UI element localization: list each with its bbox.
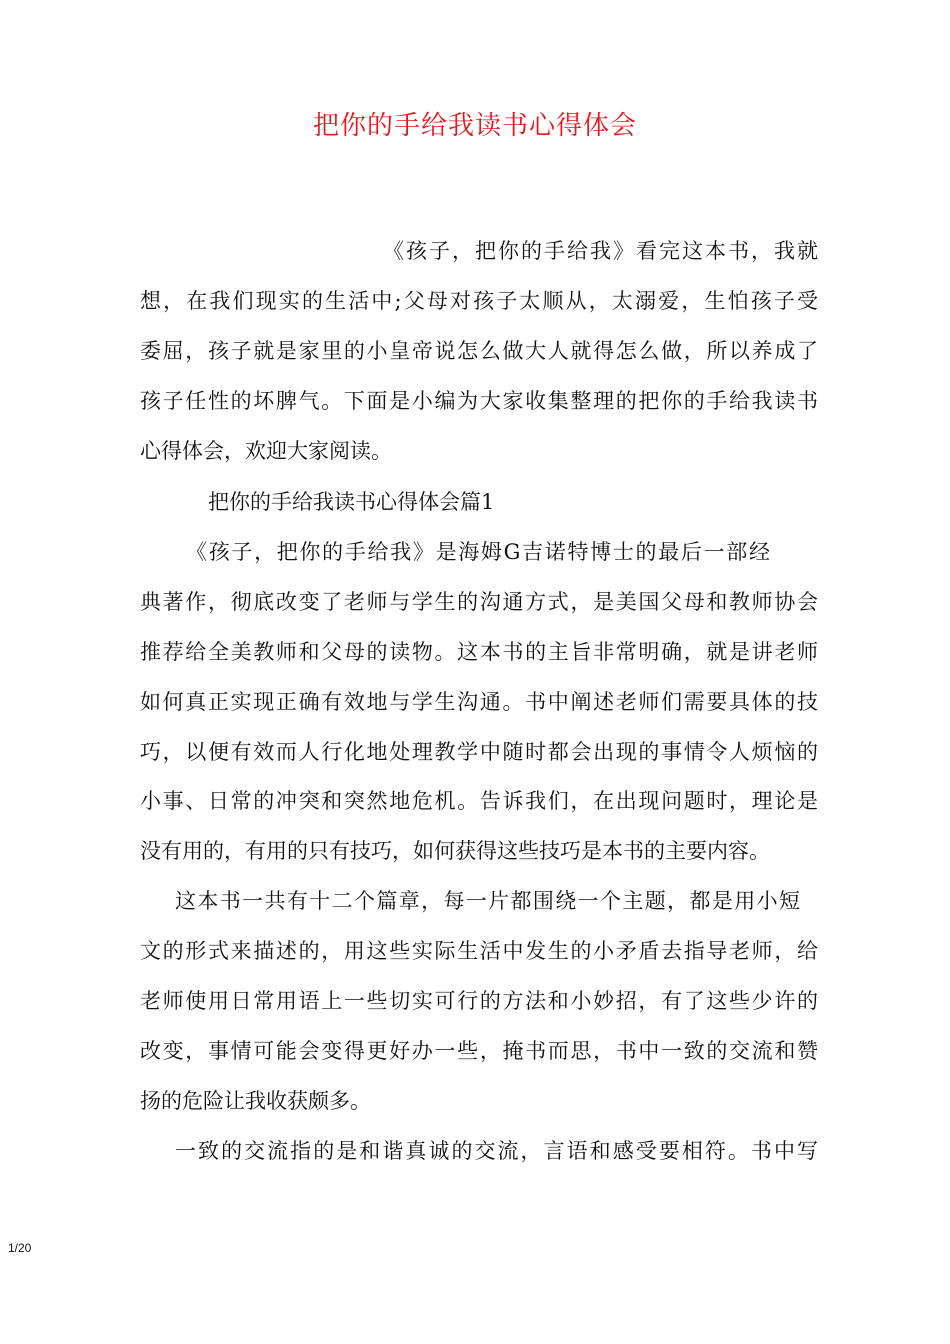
intro-line-1: 《孩子，把你的手给我》看完这本书，我就: [383, 239, 818, 263]
section-heading: 把你的手给我读书心得体会篇1: [208, 490, 495, 514]
page-number: 1/20: [8, 1241, 32, 1255]
intro-line-4: 孩子任性的坏脾气。下面是小编为大家收集整理的把你的手给我读书: [140, 389, 818, 413]
para1-line-5: 巧，以便有效而人行化地处理教学中随时都会出现的事情令人烦恼的: [140, 740, 818, 764]
intro-line-3: 委屈，孩子就是家里的小皇帝说怎么做大人就得怎么做，所以养成了: [140, 339, 818, 363]
para2-line-3: 老师使用日常用语上一些切实可行的方法和小妙招，有了这些少许的: [140, 989, 818, 1013]
para2-line-1: 这本书一共有十二个篇章，每一片都围绕一个主题，都是用小短: [175, 889, 800, 913]
para3-line-1: 一致的交流指的是和谐真诚的交流，言语和感受要相符。书中写: [175, 1139, 818, 1163]
intro-line-2: 想，在我们现实的生活中;父母对孩子太顺从，太溺爱，生怕孩子受: [140, 289, 818, 313]
intro-line-5: 心得体会，欢迎大家阅读。: [140, 439, 392, 463]
para1-line-7: 没有用的，有用的只有技巧，如何获得这些技巧是本书的主要内容。: [140, 839, 770, 863]
document-title: 把你的手给我读书心得体会: [312, 111, 637, 141]
para1-line-3: 推荐给全美教师和父母的读物。这本书的主旨非常明确，就是讲老师: [140, 640, 818, 664]
para2-line-4: 改变，事情可能会变得更好办一些，掩书而思，书中一致的交流和赞: [140, 1039, 818, 1063]
para1-line-6: 小事、日常的冲突和突然地危机。告诉我们，在出现问题时，理论是: [140, 789, 818, 813]
para2-line-2: 文的形式来描述的，用这些实际生活中发生的小矛盾去指导老师，给: [140, 939, 818, 963]
para1-line-4: 如何真正实现正确有效地与学生沟通。书中阐述老师们需要具体的技: [140, 690, 818, 714]
para1-line-2: 典著作，彻底改变了老师与学生的沟通方式，是美国父母和教师协会: [140, 590, 818, 614]
para2-line-5: 扬的危险让我收获颇多。: [140, 1089, 371, 1113]
para1-line-1: 《孩子，把你的手给我》是海姆G吉诺特博士的最后一部经: [186, 540, 770, 564]
